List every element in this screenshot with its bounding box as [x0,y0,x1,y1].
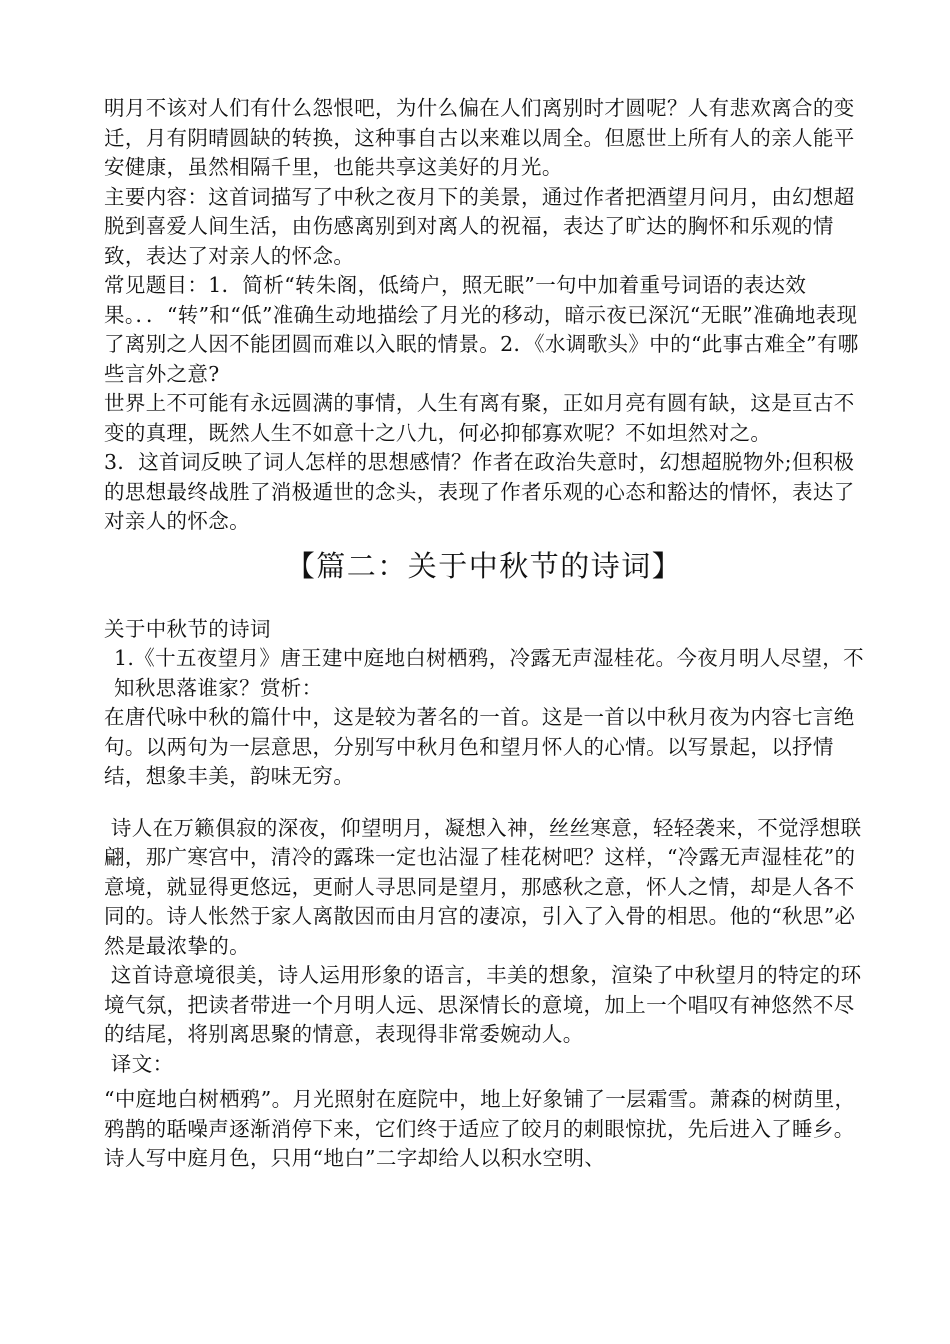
analysis-paragraph-1: 在唐代咏中秋的篇什中，这是较为著名的一首。这是一首以中秋月夜为内容七言绝句。以两句为一层意思，分别写中秋月色和望月怀人的心情。以写景起，以抒情结，想象丰美，韵味无穷。 [104,705,855,788]
paragraph-common-questions: 常见题目：1．简析“转朱阁，低绮户，照无眠”一句中加着重号词语的表达效果。．．“转”和“低”准确生动地描绘了月光的移动，暗示夜已深沉“无眠”准确地表现了离别之人因不能团圆而难以入眠的情景。2．《水调歌头》中的“此事古难全”有哪些言外之意? [104,273,859,386]
document-body [104,94,864,1174]
analysis-paragraph-3: 这首诗意境很美，诗人运用形象的语言，丰美的想象，渲染了中秋望月的特定的环境气氛，把读者带进一个月明人远、思深情长的意境，加上一个唱叹有神悠然不尽的结尾，将别离思聚的情意，表现得非常委婉动人。 [104,963,862,1046]
paragraph-answer-2: 世界上不可能有永远圆满的事情，人生有离有聚，正如月亮有圆有缺，这是亘古不变的真理，既然人生不如意十之八九，何必抑郁寡欢呢？不如坦然对之。 [104,391,855,445]
section-heading: 【篇二：关于中秋节的诗词】 [285,548,683,583]
section-subtitle: 关于中秋节的诗词 [104,616,271,641]
translation-label: 译文： [104,1051,174,1076]
paragraph-main-content: 主要内容：这首词描写了中秋之夜月下的美景，通过作者把酒望月问月，由幻想超脱到喜爱人间生活，由伤感离别到对离人的祝福，表达了旷达的胸怀和乐观的情致，表达了对亲人的怀念。 [104,184,855,268]
paragraph-translation-ending: 明月不该对人们有什么怨恨吧，为什么偏在人们离别时才圆呢？人有悲欢离合的变迁，月有阴晴圆缺的转换，这种事自古以来难以周全。但愿世上所有人的亲人能平安健康，虽然相隔千里，也能共享这美好的月光。 [104,96,855,179]
paragraph-question-3: 3．这首词反映了词人怎样的思想感情？作者在政治失意时，幻想超脱物外;但积极的思想最终战胜了消极遁世的念头，表现了作者乐观的心态和豁达的情怀，表达了对亲人的怀念。 [104,450,855,533]
translation-paragraph: “中庭地白树栖鸦”。月光照射在庭院中，地上好象铺了一层霜雪。萧森的树荫里，鸦鹊的聒噪声逐渐消停下来，它们终于适应了皎月的刺眼惊扰，先后进入了睡乡。诗人写中庭月色，只用“地白”二字却给人以积水空明、 [104,1087,856,1170]
analysis-paragraph-2: 诗人在万籁俱寂的深夜，仰望明月，凝想入神，丝丝寒意，轻轻袭来，不觉浮想联翩，那广寒宫中，清冷的露珠一定也沾湿了桂花树吧？这样，“冷露无声湿桂花”的意境，就显得更悠远，更耐人寻思同是望月，那感秋之意，怀人之情，却是人各不同的。诗人怅然于家人离散因而由月宫的凄凉，引入了入骨的相思。他的“秋思”必然是最浓挚的。 [104,815,862,958]
poem-intro: 1.《十五夜望月》唐王建中庭地白树栖鸦，冷露无声湿桂花。今夜月明人尽望，不知秋思落谁家？赏析： [114,646,865,700]
